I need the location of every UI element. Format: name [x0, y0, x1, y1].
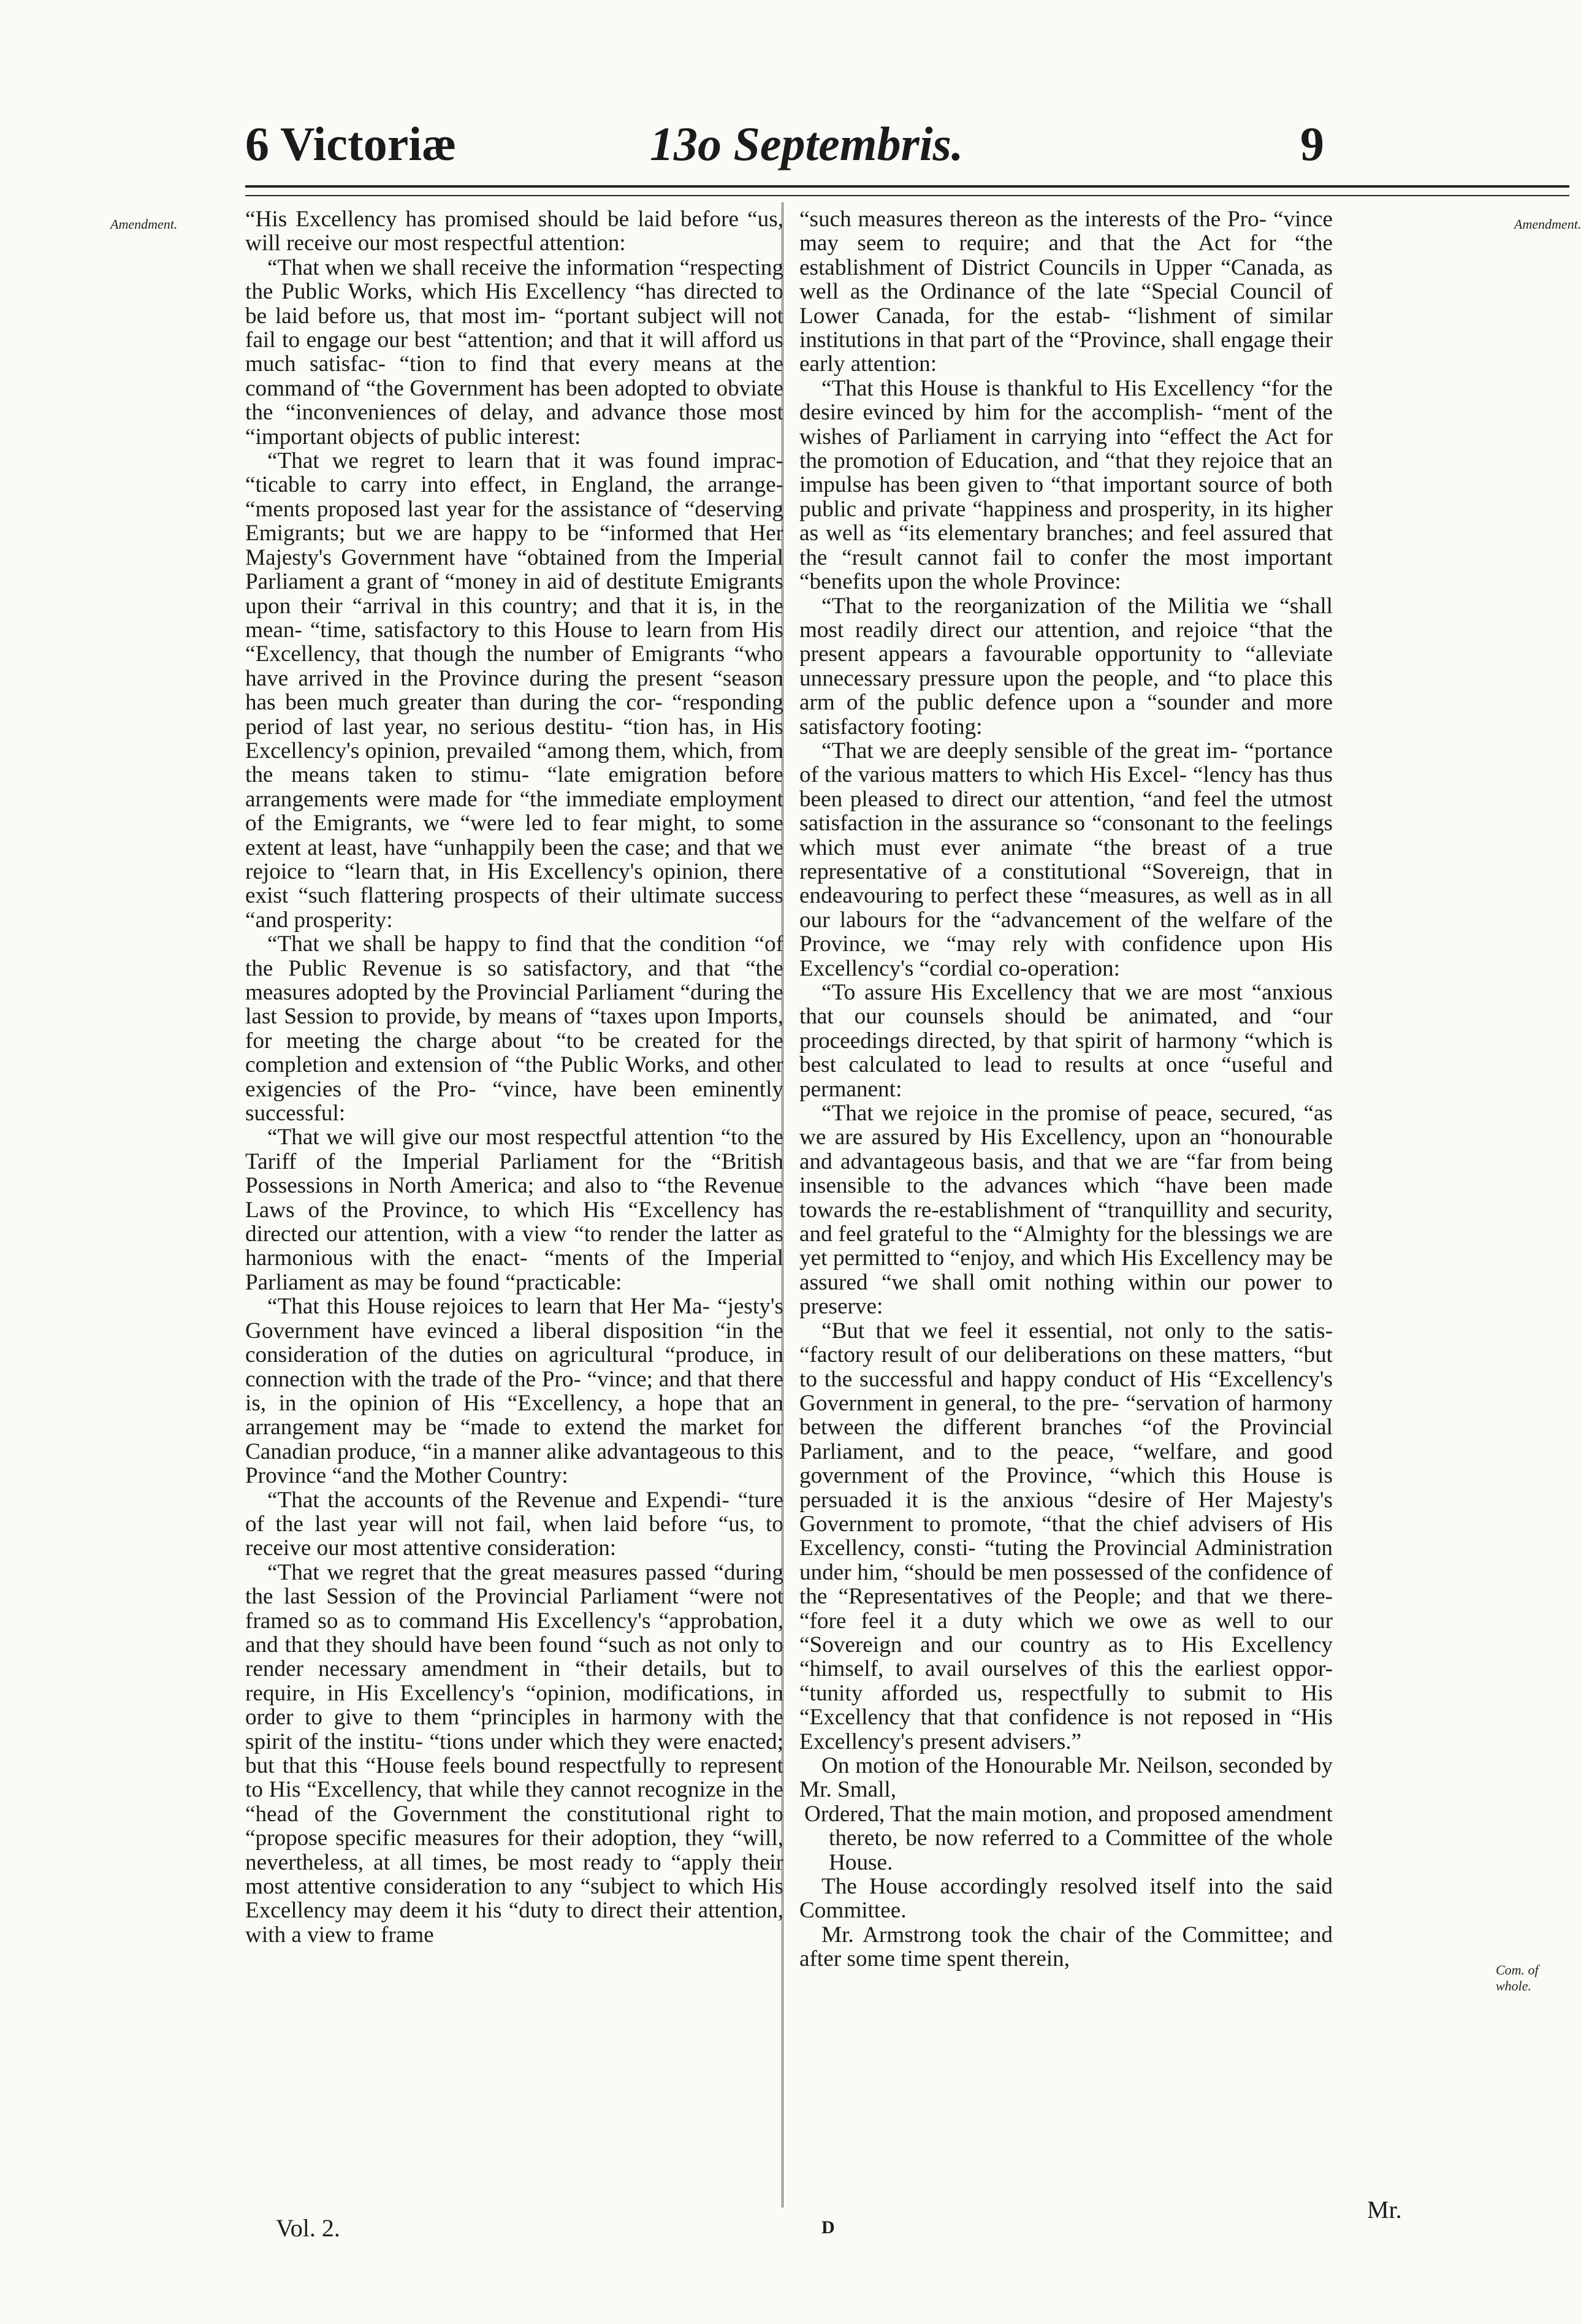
paragraph: “such measures thereon as the interests of the Pro- “vince may seem to require; and that the Act for “the establishment of District Councils in Upper “Canada, as well as the Ordinance of the late “Special Council of Lower Canada, for the estab- “lishment of similar institutions in that part of the “Province, shall engage their early attention: [799, 207, 1333, 377]
column-divider [782, 202, 783, 2207]
paragraph: “His Excellency has promised should be laid before “us, will receive our most respectful attention: [245, 207, 783, 256]
margin-note-amendment-left: Amendment. [110, 216, 178, 232]
left-column [245, 207, 783, 1947]
running-header [245, 117, 1324, 184]
paragraph: “That this House is thankful to His Excellency “for the desire evinced by him for the accomplish- “ment of the wishes of Parliament in carrying into “effect the Act for the promotion of Education, and “that they rejoice that an impulse has been given to “that important source of both public and private “happiness and prosperity, in its higher as well as “its elementary branches; and feel assured that the “result cannot fail to confer the most important “benefits upon the whole Province: [799, 375, 1333, 595]
chair-paragraph: Mr. Armstrong took the chair of the Committee; and after some time spent therein, [799, 1922, 1333, 1972]
volume-signature: Vol. 2. [276, 2214, 340, 2242]
right-column [799, 207, 1333, 1971]
margin-note-committee: Com. of whole. [1496, 1962, 1539, 1993]
paragraph: “To assure His Excellency that we are most “anxious that our counsels should be animated, and “our proceedings directed, by that spirit of harmony “which is best calculated to lead to results at once “useful and permanent: [799, 980, 1333, 1102]
resolution-paragraph: The House accordingly resolved itself into the said Committee. [799, 1874, 1333, 1924]
header-rule-thin [245, 195, 1569, 196]
printer-signature: D [821, 2217, 835, 2238]
ordered-paragraph: Ordered, That the main motion, and proposed amendment thereto, be now referred to a Committee of the whole House. [804, 1801, 1333, 1875]
paragraph: “That this House rejoices to learn that Her Ma- “jesty's Government have evinced a liberal disposition “in the consideration of the duties on agricultural “produce, in connection with the trade of the Pro- “vince; and that there is, in the opinion of His “Excellency, a hope that an arrangement may be “made to extend the market for Canadian produce, “in a manner alike advantageous to this Province “and the Mother Country: [245, 1294, 783, 1489]
paragraph: “That we regret that the great measures passed “during the last Session of the Provincial Parliament “were not framed so as to command His Excellency's “approbation, and that they should have been found “such as not only to render necessary amendment in “their details, but to require, in His Excellency's “opinion, modifications, in order to give to them “principles in harmony with the spirit of the institu- “tions under which they were enacted; but that this “House feels bound respectfully to represent to His “Excellency, that while they cannot recognize in the “head of the Government the constitutional right to “propose specific measures for their adoption, they “will, nevertheless, at all times, be most ready to “apply their most attentive consideration to any “subject to which His Excellency may deem it his “duty to direct their attention, with a view to frame [245, 1559, 783, 1947]
paragraph: “That to the reorganization of the Militia we “shall most readily direct our attention, and rejoice “that the present appears a favourable opportunity to “alleviate unnecessary pressure upon the people, and “to place this arm of the public defence upon a “sounder and more satisfactory footing: [799, 593, 1333, 740]
paragraph: “That we shall be happy to find that the condition “of the Public Revenue is so satisfactory, and that “the measures adopted by the Provincial Parliament “during the last Session to provide, by means of “taxes upon Imports, for meeting the charge about “to be created for the completion and extension of “the Public Works, and other exigencies of the Pro- “vince, have been eminently successful: [245, 931, 783, 1126]
paragraph: “But that we feel it essential, not only to the satis- “factory result of our deliberations on these matters, “but to the successful and happy conduct of His “Excellency's Government in general, to the pre- “servation of harmony between the different branches “of the Provincial Parliament, and to the peace, “welfare, and good government of the Province, “which this House is persuaded it is the anxious “desire of Her Majesty's Government to promote, “that the chief advisers of His Excellency, consti- “tuting the Provincial Administration under him, “should be men possessed of the confidence of the “Representatives of the People; and that we there- “fore feel it a duty which we owe as well to our “Sovereign and our country as to His Excellency “himself, to avail ourselves of this the earliest oppor- “tunity afforded us, respectfully to submit to His “Excellency that that confidence is not reposed in “His Excellency's present advisers.” [799, 1318, 1333, 1754]
catchword: Mr. [1367, 2196, 1402, 2223]
page-number: 9 [1300, 117, 1324, 170]
paragraph: “That we are deeply sensible of the great im- “portance of the various matters to which His Excel- “lency has thus been pleased to direct our attention, “and feel the utmost satisfaction in the assurance so “consonant to the feelings which must ever animate “the breast of a true representative of a constitutional “Sovereign, that in endeavouring to perfect these “measures, as well as in all our labours for the “advancement of the welfare of the Province, we “may rely with confidence upon His Excellency's “cordial co-operation: [799, 738, 1333, 981]
motion-paragraph: On motion of the Honourable Mr. Neilson, seconded by Mr. Small, [799, 1753, 1333, 1803]
paragraph: “That we will give our most respectful attention “to the Tariff of the Imperial Parliament for the “British Possessions in North America; and also to “the Revenue Laws of the Province, to which His “Excellency has directed our attention, with a view “to render the latter as harmonious with the enact- “ments of the Imperial Parliament as may be found “practicable: [245, 1125, 783, 1295]
paragraph: “That the accounts of the Revenue and Expendi- “ture of the last year will not fail, when laid before “us, to receive our most attentive consideration: [245, 1487, 783, 1561]
header-date: 13o Septembris. [650, 117, 964, 170]
header-regnal-year: 6 Victoriæ [245, 117, 457, 170]
paragraph: “That we rejoice in the promise of peace, secured, “as we are assured by His Excellency, upon an “honourable and advantageous basis, and that we are “far from being insensible to the advances which “have been made towards the re-establishment of “tranquillity and security, and feel grateful to the “Almighty for the blessings we are yet permitted to “enjoy, and which His Excellency may be assured “we shall omit nothing within our power to preserve: [799, 1101, 1333, 1320]
margin-note-amendment-right: Amendment. [1514, 216, 1581, 232]
header-rule-thick [245, 185, 1569, 188]
paragraph: “That when we shall receive the information “respecting the Public Works, which His Excellency “has directed to be laid before us, that most im- “portant subject will not fail to engage our best “attention; and that it will afford us much satisfac- “tion to find that every means at the command of “the Government has been adopted to obviate the “inconveniences of delay, and advance those most “important objects of public interest: [245, 254, 783, 449]
paragraph: “That we regret to learn that it was found imprac- “ticable to carry into effect, in England, the arrange- “ments proposed last year for the assistance of “deserving Emigrants; but we are happy to be “informed that Her Majesty's Government have “obtained from the Imperial Parliament a grant of “money in aid of destitute Emigrants upon their “arrival in this country; and that it is, in the mean- “time, satisfactory to this House to learn from His “Excellency, that though the number of Emigrants “who have arrived in the Province during the present “season has been much greater than during the cor- “responding period of last year, no serious destitu- “tion has, in His Excellency's opinion, prevailed “among them, which, from the means taken to stimu- “late emigration before arrangements were made for “the immediate employment of the Emigrants, we “were led to fear might, to some extent at least, have “unhappily been the case; and that we rejoice to “learn that, in His Excellency's opinion, there exist “such flattering prospects of their ultimate success “and prosperity: [245, 448, 783, 933]
